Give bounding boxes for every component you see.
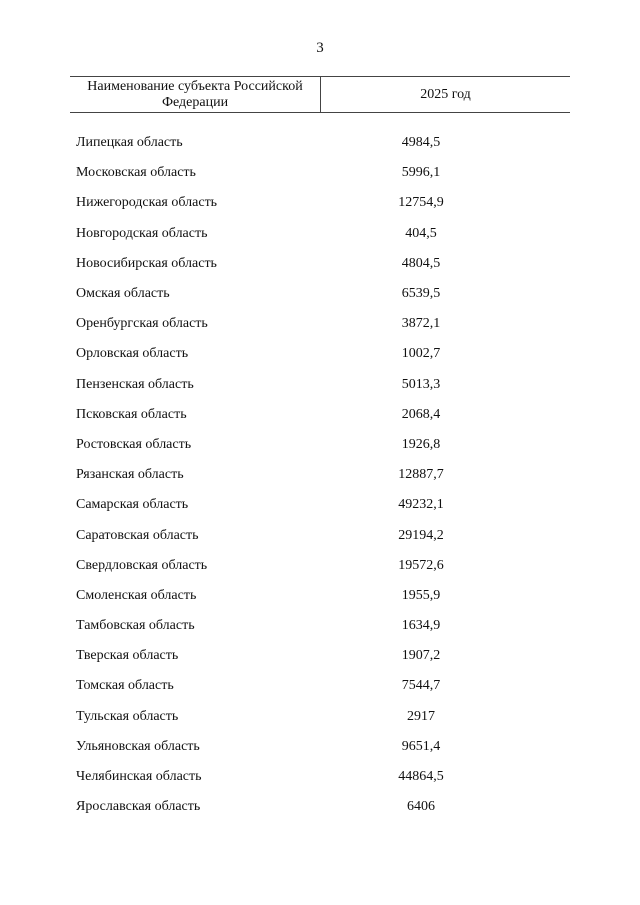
- region-name: Саратовская область: [76, 527, 199, 543]
- table-row: [70, 430, 570, 460]
- region-name: Орловская область: [76, 346, 189, 362]
- table-row: [70, 671, 570, 701]
- region-value: 44864,5: [398, 769, 444, 785]
- table-row: [70, 490, 570, 520]
- table-row: [70, 732, 570, 762]
- region-name: Ростовская область: [76, 436, 192, 452]
- page-number: 3: [316, 40, 324, 56]
- table-row: [70, 551, 570, 581]
- region-name: Тамбовская область: [76, 618, 195, 634]
- region-value: 29194,2: [398, 527, 444, 543]
- table-row: [70, 611, 570, 641]
- region-name: Томская область: [76, 678, 174, 694]
- region-value: 7544,7: [401, 678, 441, 694]
- region-value: 6539,5: [401, 286, 441, 302]
- region-name: Тверская область: [76, 648, 179, 664]
- table-row: [70, 581, 570, 611]
- region-value: 1955,9: [401, 587, 441, 603]
- region-name: Псковская область: [76, 406, 187, 422]
- region-value: 49232,1: [398, 497, 444, 513]
- table-row: [70, 792, 570, 822]
- region-value: 404,5: [405, 225, 437, 241]
- region-name: Омская область: [76, 286, 170, 302]
- region-value: 3872,1: [401, 316, 441, 332]
- table-row: [70, 400, 570, 430]
- region-value: 12887,7: [398, 467, 444, 483]
- table-row: [70, 762, 570, 792]
- region-value: 4984,5: [401, 135, 441, 151]
- region-name: Рязанская область: [76, 467, 184, 483]
- header-subject-column: Наименование субъекта Российской Федерации: [70, 77, 321, 112]
- table-row: [70, 249, 570, 279]
- region-name: Челябинская область: [76, 769, 202, 785]
- region-name: Ярославская область: [76, 799, 201, 815]
- region-name: Пензенская область: [76, 376, 194, 392]
- region-value: 5013,3: [401, 376, 441, 392]
- table-row: [70, 309, 570, 339]
- table-row: [70, 460, 570, 490]
- region-name: Свердловская область: [76, 557, 208, 573]
- region-value: 1634,9: [401, 618, 441, 634]
- region-name: Оренбургская область: [76, 316, 208, 332]
- region-name: Самарская область: [76, 497, 189, 513]
- table-row: [70, 339, 570, 369]
- table-row: [70, 158, 570, 188]
- region-value: 5996,1: [401, 165, 441, 181]
- table-row: [70, 520, 570, 550]
- region-value: 1002,7: [401, 346, 441, 362]
- region-value: 9651,4: [401, 738, 441, 754]
- header-year-column: 2025 год: [420, 86, 471, 102]
- table-row: [70, 188, 570, 218]
- region-value: 1907,2: [401, 648, 441, 664]
- table-header: [70, 76, 570, 113]
- region-name: Новгородская область: [76, 225, 208, 241]
- region-name: Нижегородская область: [76, 195, 218, 211]
- table-row: [70, 128, 570, 158]
- region-value: 19572,6: [398, 557, 444, 573]
- region-value: 4804,5: [401, 255, 441, 271]
- region-name: Смоленская область: [76, 587, 197, 603]
- region-value: 12754,9: [398, 195, 444, 211]
- table-body: [70, 128, 570, 822]
- table-row: [70, 219, 570, 249]
- region-value: 6406: [407, 799, 435, 815]
- table-row: [70, 370, 570, 400]
- region-name: Липецкая область: [76, 135, 183, 151]
- region-name: Тульская область: [76, 708, 179, 724]
- table-row: [70, 641, 570, 671]
- region-value: 2917: [407, 708, 435, 724]
- table-row: [70, 702, 570, 732]
- table-row: [70, 279, 570, 309]
- region-value: 1926,8: [401, 436, 441, 452]
- region-name: Новосибирская область: [76, 255, 217, 271]
- region-value: 2068,4: [401, 406, 441, 422]
- region-name: Ульяновская область: [76, 738, 200, 754]
- region-name: Московская область: [76, 165, 196, 181]
